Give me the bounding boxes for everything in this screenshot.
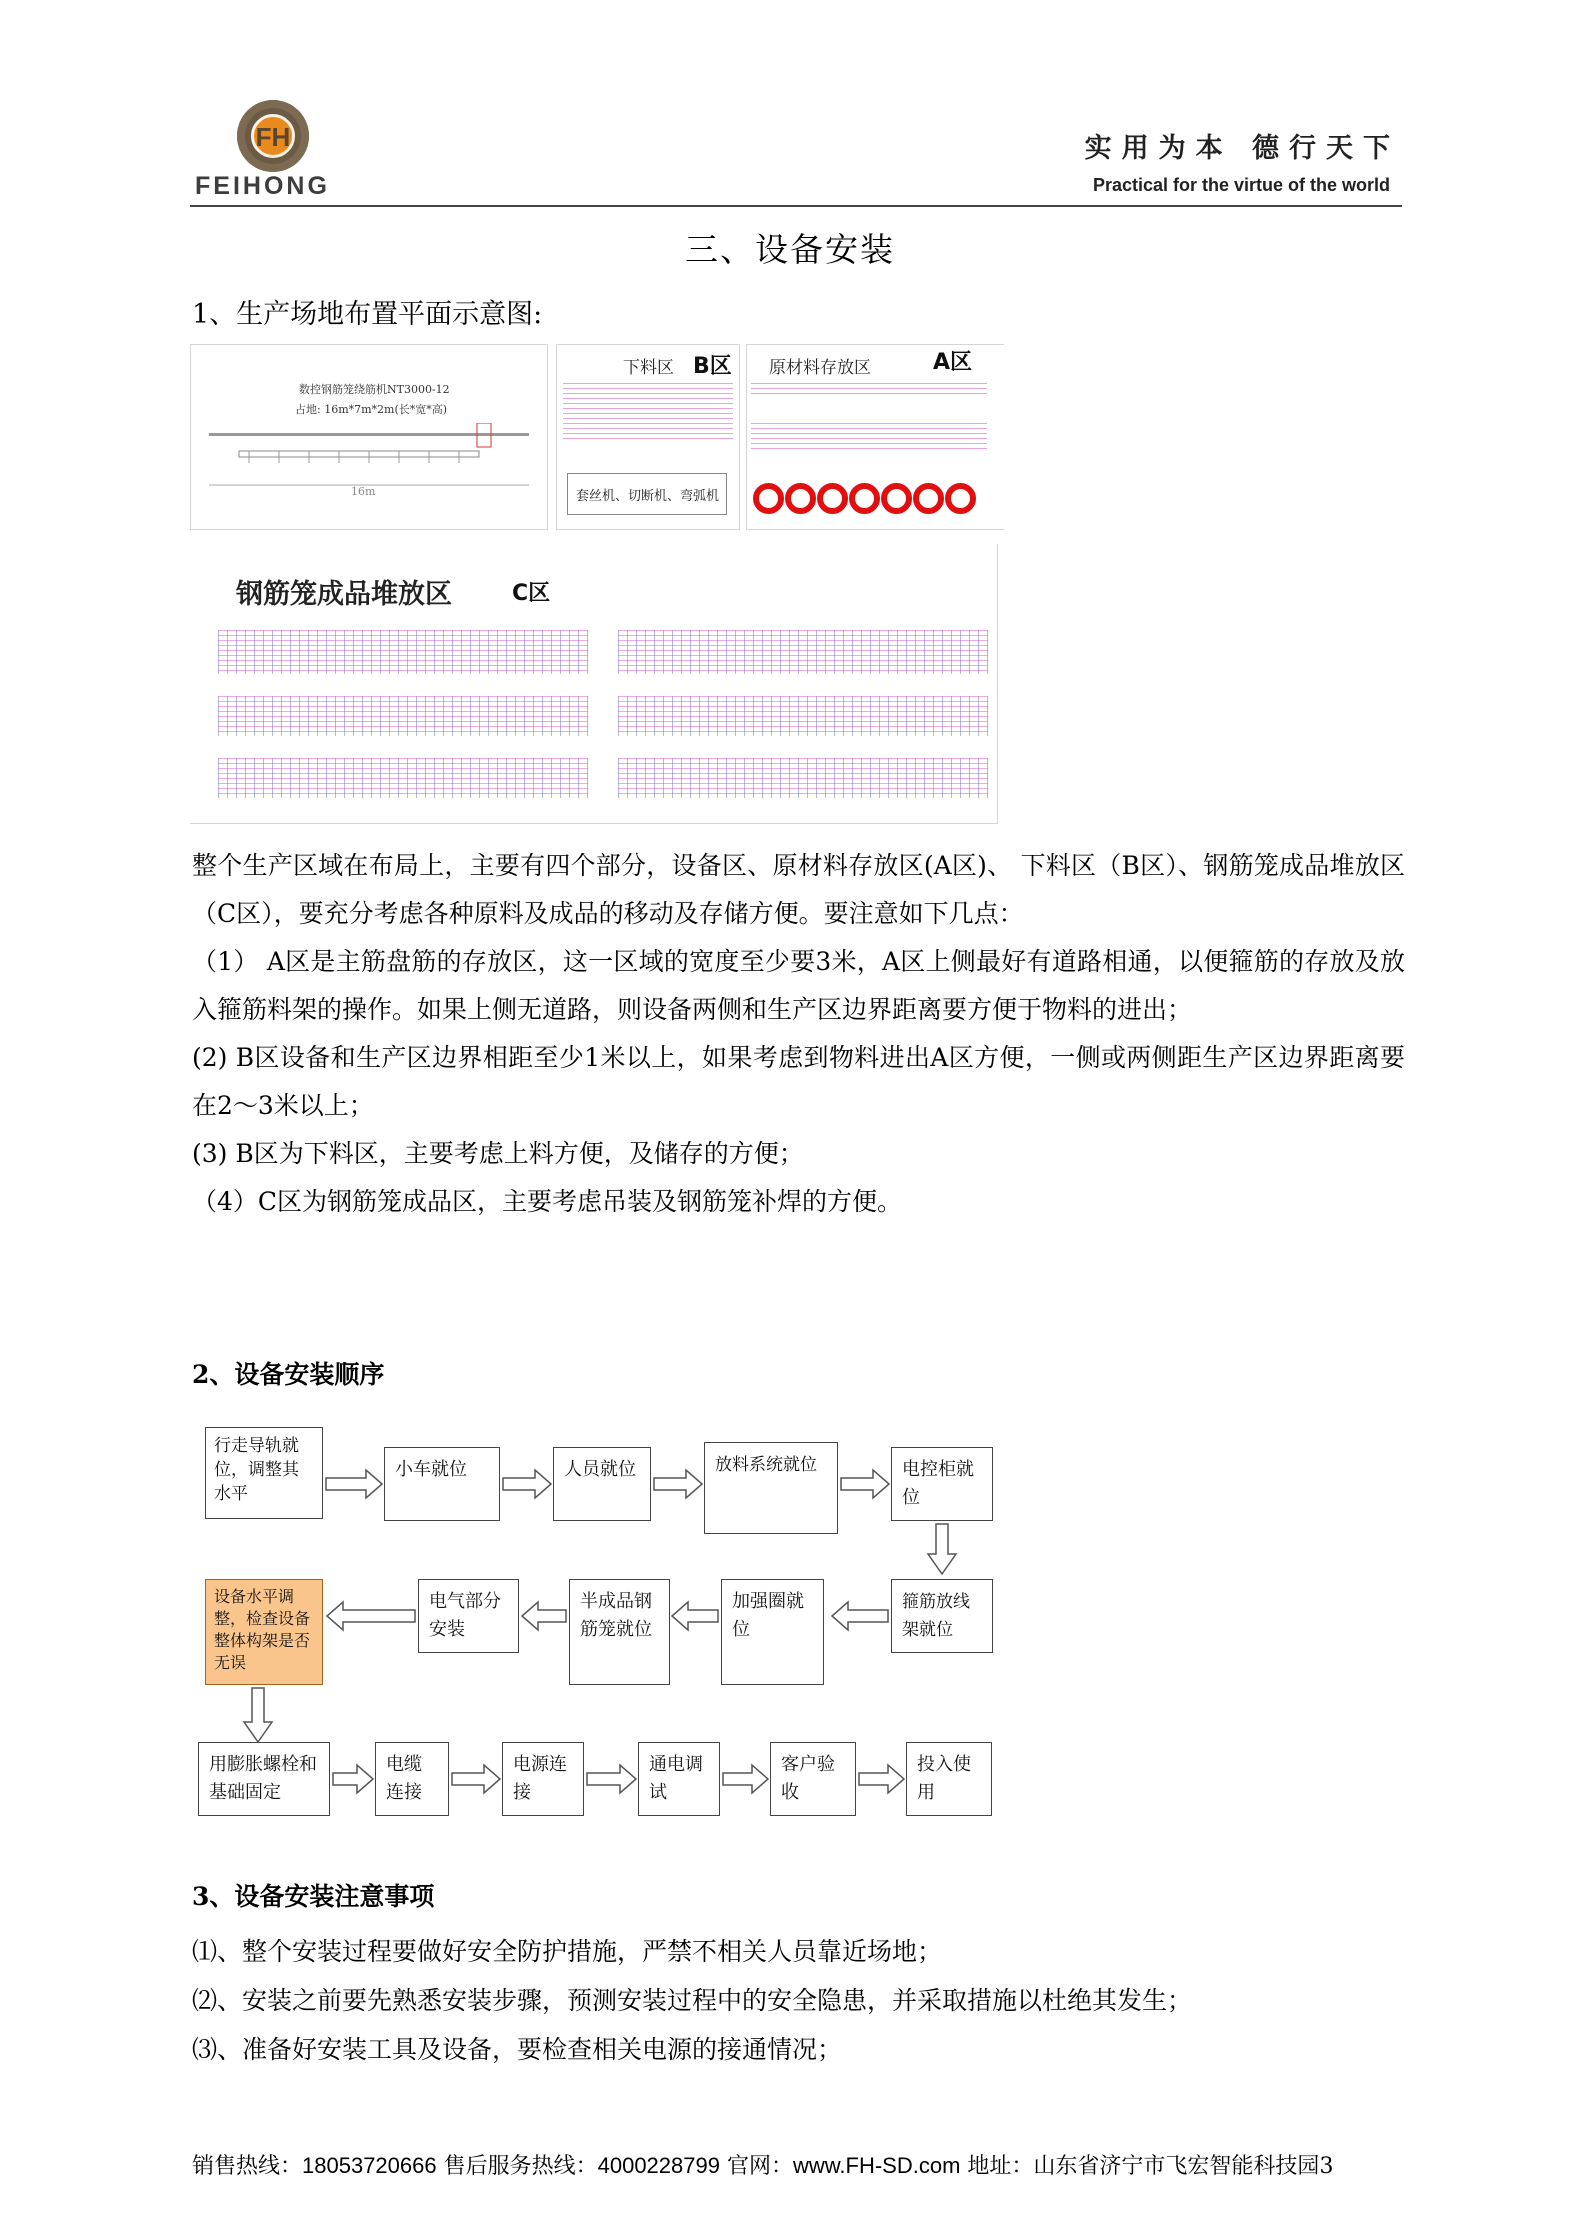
sales-phone: 18053720666	[302, 2153, 437, 2178]
machine-name-label: 数控钢筋笼绕筋机NT3000-12	[299, 383, 450, 396]
flow-step: 行走导轨就位，调整其水平	[205, 1427, 323, 1519]
arrow-down-icon	[244, 1688, 272, 1742]
sales-label: 销售热线：	[192, 2154, 303, 2179]
page-title: 三、设备安装	[685, 230, 895, 269]
site-label: 官网：	[719, 2154, 793, 2179]
section1-heading: 1、生产场地布置平面示意图:	[192, 299, 543, 330]
flow-step: 箍筋放线架就位	[891, 1579, 993, 1653]
arrow-right-icon	[859, 1765, 904, 1793]
flow-step: 电缆连接	[375, 1742, 449, 1816]
arrow-left-icon	[327, 1602, 415, 1630]
arrow-left-icon	[672, 1602, 718, 1630]
arrow-right-icon	[333, 1765, 373, 1793]
c-zone-label: 钢筋笼成品堆放区	[236, 579, 452, 610]
brand-name: FEIHONG	[195, 172, 330, 200]
c-zone-mark: C区	[512, 581, 551, 606]
flow-step: 用膨胀螺栓和基础固定	[198, 1742, 330, 1816]
arrow-left-icon	[522, 1602, 566, 1630]
b-zone-mark: B区	[693, 354, 732, 379]
arrow-right-icon	[723, 1765, 768, 1793]
website-link[interactable]: www.FH-SD.com	[792, 2153, 961, 2178]
address-label: 地址：	[960, 2154, 1034, 2179]
flow-step: 客户验收	[770, 1742, 856, 1816]
arrow-right-icon	[452, 1765, 500, 1793]
motto-chinese: 实用为本 德行天下	[1084, 133, 1400, 164]
arrow-right-icon	[587, 1765, 636, 1793]
arrow-right-icon	[326, 1470, 382, 1498]
machine-size-label: 占地: 16m*7m*2m(长*宽*高)	[295, 403, 448, 416]
footer	[192, 2149, 1333, 2180]
motto-english: Practical for the virtue of the world	[1092, 175, 1390, 195]
a-zone-mark: A区	[933, 350, 973, 375]
flow-step: 放料系统就位	[704, 1442, 838, 1534]
section3-heading: 3、设备安装注意事项	[192, 1882, 435, 1911]
cutting-machines-label: 套丝机、切断机、弯弧机	[576, 489, 720, 504]
flow-step: 小车就位	[384, 1447, 500, 1521]
logo-letter: FH	[255, 122, 291, 152]
safety-note: ⑶、准备好安装工具及设备，要检查相关电源的接通情况；	[192, 2035, 843, 2064]
page-number: 3	[1319, 2154, 1334, 2179]
flow-step: 投入使用	[906, 1742, 992, 1816]
safety-note: ⑴、整个安装过程要做好安全防护措施，严禁不相关人员靠近场地；	[192, 1937, 943, 1966]
flow-step: 电源连接	[502, 1742, 584, 1816]
address: 山东省济宁市飞宏智能科技园	[1033, 2154, 1320, 2179]
flow-step: 电气部分安装	[418, 1579, 519, 1653]
flow-step: 电控柜就位	[891, 1447, 993, 1521]
paragraph: (3) B区为下料区，主要考虑上料方便，及储存的方便；	[192, 1139, 804, 1168]
b-zone-label: 下料区	[623, 358, 674, 378]
arrow-right-icon	[654, 1470, 702, 1498]
paragraph: （4）C区为钢筋笼成品区，主要考虑吊装及钢筋笼补焊的方便。	[192, 1187, 903, 1216]
paragraph: （1） A区是主筋盘筋的存放区，这一区域的宽度至少要3米，A区上侧最好有道路相通，以便箍筋的存放及放入箍筋料架的操作。如果上侧无道路，则设备两侧和生产区边界距离要方便于物料的进出；	[192, 947, 1405, 1024]
machine-length-label: 16m	[351, 485, 376, 498]
arrow-left-icon	[832, 1602, 888, 1630]
arrow-right-icon	[503, 1470, 551, 1498]
flow-step: 人员就位	[553, 1447, 651, 1521]
paragraph: 整个生产区域在布局上，主要有四个部分，设备区、原材料存放区(A区)、 下料区（B区）、钢筋笼成品堆放区（C区），要充分考虑各种原料及成品的移动及存储方便。要注意如下几点：	[192, 851, 1405, 928]
a-zone-label: 原材料存放区	[769, 358, 871, 378]
paragraph: (2) B区设备和生产区边界相距至少1米以上，如果考虑到物料进出A区方便，一侧或两侧距生产区边界距离要在2～3米以上；	[192, 1043, 1405, 1120]
flow-step-highlight: 设备水平调整，检查设备整体构架是否无误	[205, 1579, 323, 1685]
arrow-down-icon	[928, 1524, 956, 1574]
service-label: 售后服务热线：	[436, 2154, 598, 2179]
section2-heading: 2、设备安装顺序	[192, 1360, 385, 1389]
flow-step: 加强圈就位	[721, 1579, 824, 1685]
flow-step: 通电调试	[638, 1742, 720, 1816]
safety-note: ⑵、安装之前要先熟悉安装步骤，预测安装过程中的安全隐患，并采取措施以杜绝其发生；	[192, 1986, 1193, 2015]
arrow-right-icon	[841, 1470, 889, 1498]
service-phone: 4000228799	[597, 2153, 720, 2178]
flow-step: 半成品钢筋笼就位	[569, 1579, 670, 1685]
